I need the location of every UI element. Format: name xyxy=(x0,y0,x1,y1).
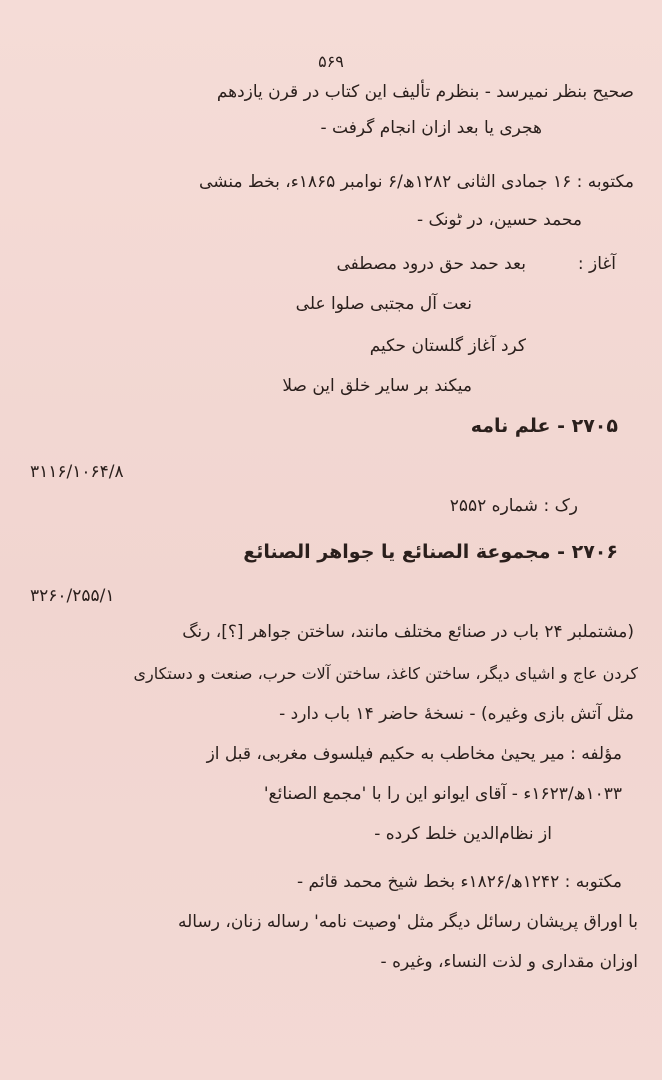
reference-number-1: ۳۱۱۶/۱۰۶۴/۸ xyxy=(30,462,124,482)
verse-line-4: میکند بر سایر خلق این صلا xyxy=(282,376,472,396)
page-number: ۵۶۹ xyxy=(318,52,344,71)
text-line-17: با اوراق پریشان رسائل دیگر مثل 'وصیت نامه' رساله زنان، رساله xyxy=(178,912,638,932)
text-line-1: صحیح بنظر نمیرسد - بنظرم تألیف این کتاب در قرن یازدهم xyxy=(216,82,634,102)
text-line-18: اوزان مقداری و لذت النساء، وغیره - xyxy=(380,952,638,972)
entry-heading-2706: ۲۷۰۶ - مجموعة الصنائع یا جواهر الصنائع xyxy=(243,541,618,563)
text-line-14: ۱۰۳۳ھ/۱۶۲۳ء - آقای ایوانو این را با 'مجمع الصنائع' xyxy=(263,784,622,804)
text-line-10: (مشتملبر ۲۴ باب در صنائع مختلف مانند، ساختن جواهر [؟]، رنگ xyxy=(182,622,634,642)
text-line-2: هجری یا بعد ازان انجام گرفت - xyxy=(320,118,542,138)
reference-number-2: ۳۲۶۰/۲۵۵/۱ xyxy=(30,586,115,606)
entry-heading-2705: ۲۷۰۵ - علم نامه xyxy=(470,415,618,437)
text-line-see: رک : شماره ۲۵۵۲ xyxy=(449,496,578,516)
text-line-11: کردن عاج و اشیای دیگر، ساختن کاغذ، ساختن آلات حرب، صنعت و دستکاری xyxy=(133,664,638,683)
verse-line-2: نعت آل مجتبی صلوا علی xyxy=(295,294,472,314)
text-line-15: از نظام‌الدین خلط کرده - xyxy=(374,824,552,844)
verse-line-3: کرد آغاز گلستان حکیم xyxy=(369,336,526,356)
text-line-3: مکتوبه : ۱۶ جمادی الثانی ۱۲۸۲ھ/۶ نوامبر ۱۸۶۵ء، بخط منشی xyxy=(199,172,634,192)
text-line-12: مثل آتش بازی وغیره) - نسخهٔ حاضر ۱۴ باب دارد - xyxy=(279,704,634,724)
verse-label-aghaz: آغاز : xyxy=(577,254,616,274)
text-line-13: مؤلفه : میر یحییٰ مخاطب به حکیم فیلسوف مغربی، قبل از xyxy=(206,744,622,764)
text-line-4: محمد حسین، در ٹونک - xyxy=(416,210,582,230)
verse-line-1: بعد حمد حق درود مصطفی xyxy=(336,254,526,274)
text-line-16: مکتوبه : ۱۲۴۲ھ/۱۸۲۶ء بخط شیخ محمد قائم - xyxy=(297,872,622,892)
